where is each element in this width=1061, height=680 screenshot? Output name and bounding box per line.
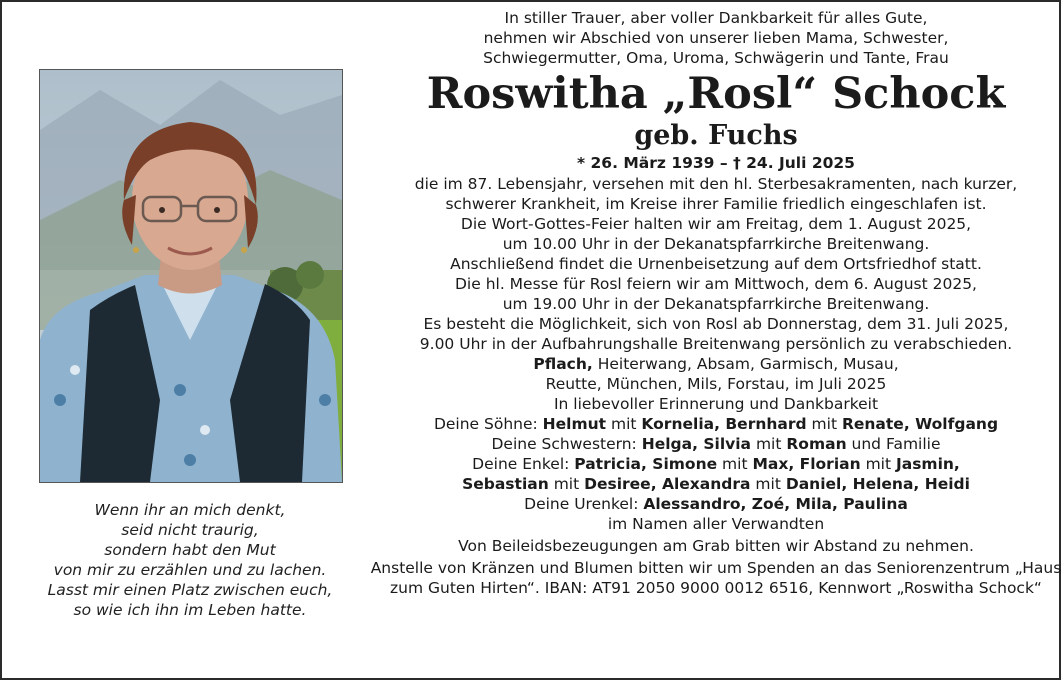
connector: mit — [751, 435, 787, 453]
poem-line: Wenn ihr an mich denkt, — [94, 501, 286, 519]
family-grandchildren-cont — [370, 474, 1061, 494]
service-line: Anschließend findet die Urnenbeisetzung auf dem Ortsfriedhof statt. — [450, 255, 982, 273]
family-block — [370, 394, 1061, 534]
family-sons — [370, 414, 1061, 434]
connector: mit — [606, 415, 642, 433]
poem-line: von mir zu erzählen und zu lachen. — [53, 561, 327, 579]
places-line: Reutte, München, Mils, Forstau, im Juli 2025 — [545, 375, 887, 393]
sisters-label: Deine Schwestern: — [491, 435, 642, 453]
connector: mit — [548, 475, 585, 493]
service-line: Es besteht die Möglichkeit, sich von Rosl ab Donnerstag, dem 31. Juli 2025, — [423, 315, 1009, 333]
portrait-photo — [39, 69, 343, 483]
grandchildren-label: Deine Enkel: — [472, 455, 575, 473]
family-name: Roman — [786, 435, 847, 453]
notice-text — [370, 8, 1061, 598]
family-name: Desiree, Alexandra — [584, 475, 751, 493]
family-name: Sebastian — [462, 475, 549, 493]
poem-line: so wie ich ihn im Leben hatte. — [73, 601, 307, 619]
connector: mit — [750, 475, 786, 493]
family-name: Helmut — [542, 415, 607, 433]
sons-label: Deine Söhne: — [433, 415, 543, 433]
family-name: Renate, Wolfgang — [841, 415, 999, 433]
poem-line: sondern habt den Mut — [104, 541, 276, 559]
maiden-name: geb. Fuchs — [634, 120, 798, 151]
passing-text — [370, 174, 1061, 214]
family-name: Kornelia, Bernhard — [641, 415, 807, 433]
intro-line: In stiller Trauer, aber voller Dankbarkeit für alles Gute, — [504, 9, 928, 27]
family-name: Daniel, Helena, Heidi — [785, 475, 970, 493]
service-line: 9.00 Uhr in der Aufbahrungshalle Breitenwang persönlich zu verabschieden. — [419, 335, 1013, 353]
donation-line: Anstelle von Kränzen und Blumen bitten wir um Spenden an das Seniorenzentrum „Haus — [370, 559, 1061, 577]
family-sisters — [370, 434, 1061, 454]
family-intro: In liebevoller Erinnerung und Dankbarkeit — [553, 395, 879, 413]
family-name: Max, Florian — [752, 455, 861, 473]
family-grandchildren — [370, 454, 1061, 474]
memorial-poem — [20, 500, 360, 620]
places-block — [370, 354, 1061, 394]
condolence-note: Von Beileidsbezeugungen am Grab bitten wir Abstand zu nehmen. — [458, 537, 974, 555]
places-line — [370, 354, 1061, 374]
connector: mit — [806, 415, 842, 433]
connector: mit — [860, 455, 896, 473]
connector: und Familie — [846, 435, 941, 453]
donation-note — [370, 558, 1061, 598]
deceased-name: Roswitha „Rosl“ Schock — [426, 69, 1006, 119]
connector: mit — [717, 455, 753, 473]
service-line: um 10.00 Uhr in der Dekanatspfarrkirche Breitenwang. — [502, 235, 930, 253]
service-line: Die Wort-Gottes-Feier halten wir am Freitag, dem 1. August 2025, — [460, 215, 972, 233]
service-line: Die hl. Messe für Rosl feiern wir am Mittwoch, dem 6. August 2025, — [454, 275, 977, 293]
passing-line: schwerer Krankheit, im Kreise ihrer Familie friedlich eingeschlafen ist. — [445, 195, 987, 213]
passing-line: die im 87. Lebensjahr, versehen mit den hl. Sterbesakramenten, nach kurzer, — [414, 175, 1018, 193]
life-dates: * 26. März 1939 – † 24. Juli 2025 — [577, 154, 855, 172]
great-grandchildren-label: Deine Urenkel: — [524, 495, 644, 513]
family-name: Alessandro, Zoé, Mila, Paulina — [643, 495, 908, 513]
poem-line: Lasst mir einen Platz zwischen euch, — [47, 581, 333, 599]
family-name: Jasmin, — [895, 455, 960, 473]
family-name: Patricia, Simone — [574, 455, 718, 473]
intro-line: nehmen wir Abschied von unserer lieben Mama, Schwester, — [483, 29, 949, 47]
intro-text — [370, 8, 1061, 68]
intro-line: Schwiegermutter, Oma, Uroma, Schwägerin und Tante, Frau — [483, 49, 949, 67]
service-details — [370, 214, 1061, 354]
family-great-grandchildren — [370, 494, 1061, 514]
place-first: Pflach, — [533, 355, 593, 373]
places-rest: Heiterwang, Absam, Garmisch, Musau, — [592, 355, 899, 373]
service-line: um 19.00 Uhr in der Dekanatspfarrkirche Breitenwang. — [502, 295, 930, 313]
poem-line: seid nicht traurig, — [121, 521, 259, 539]
donation-line: zum Guten Hirten“. IBAN: AT91 2050 9000 0012 6516, Kennwort „Roswitha Schock“ — [390, 579, 1042, 597]
portrait-illustration — [40, 70, 342, 482]
family-name: Helga, Silvia — [641, 435, 752, 453]
family-closing: im Namen aller Verwandten — [607, 515, 825, 533]
